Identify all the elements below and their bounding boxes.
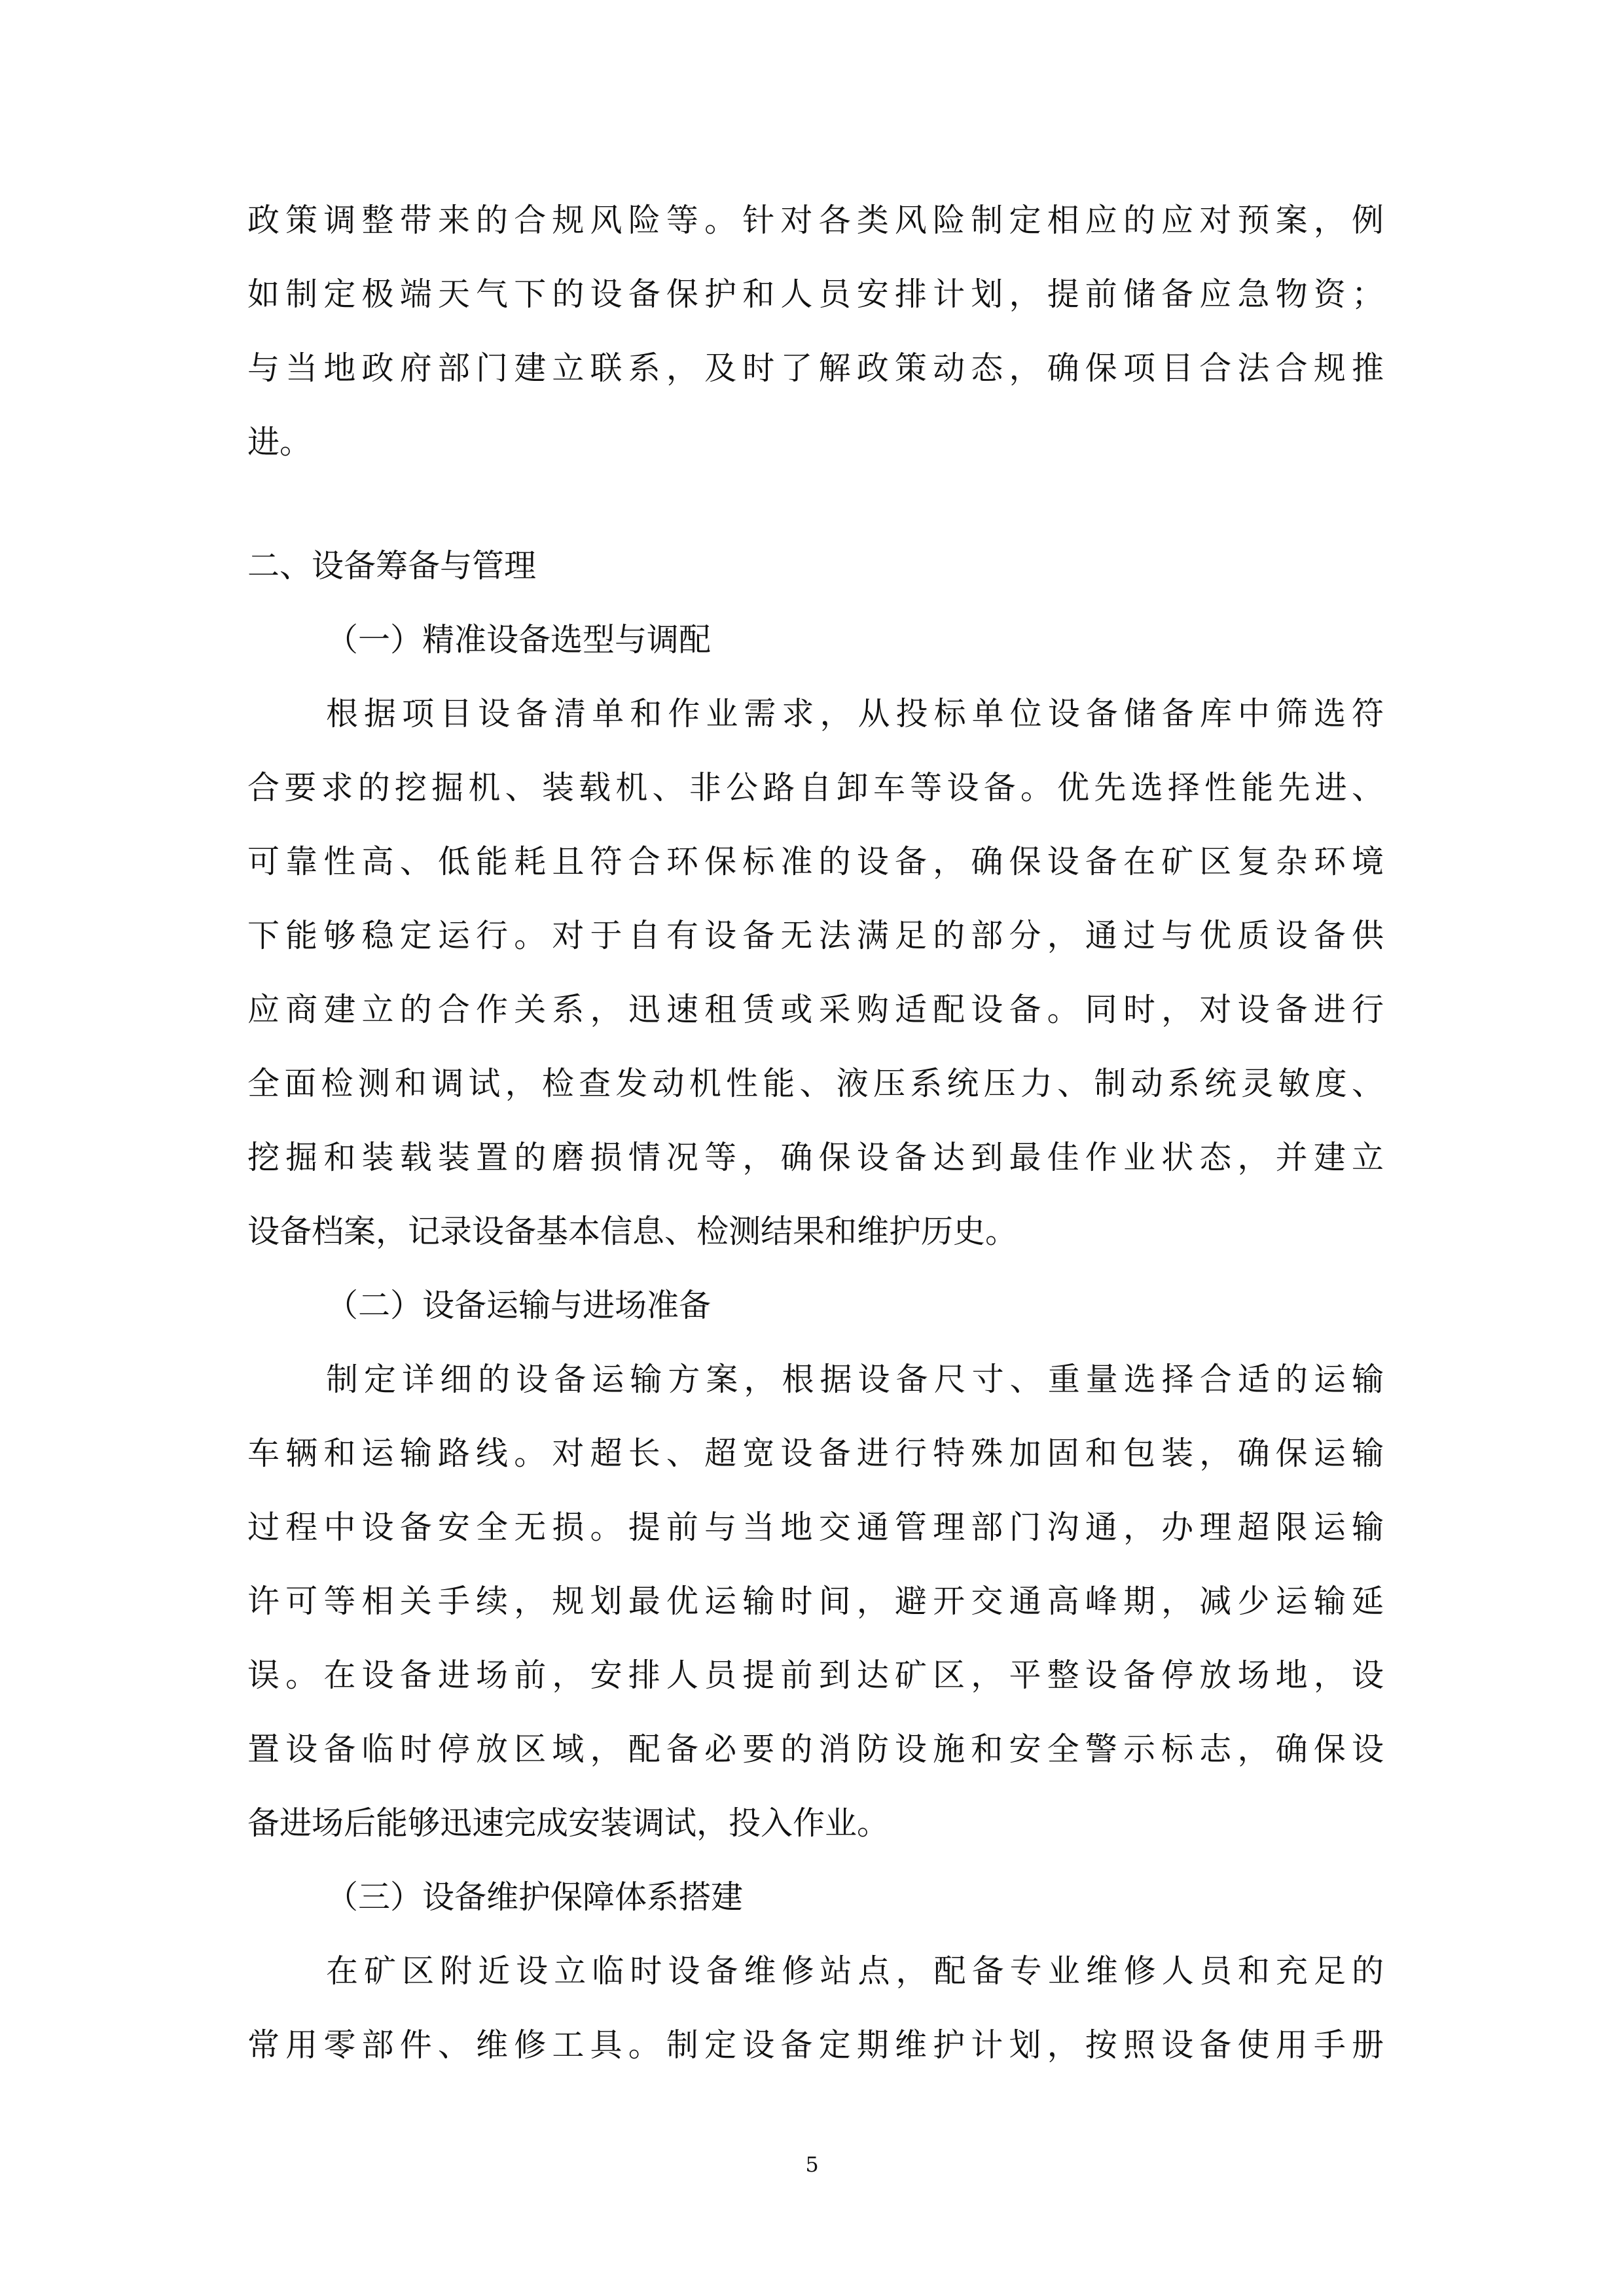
document-body: [247, 183, 1384, 2082]
paragraph-line: 应商建立的合作关系，迅速租赁或采购适配设备。同时，对设备进行: [247, 991, 1384, 1028]
paragraph: [247, 677, 1384, 1268]
paragraph-line: 与当地政府部门建立联系，及时了解政策动态，确保项目合法合规推: [247, 350, 1384, 387]
paragraph-line: 备进场后能够迅速完成安装调试，投入作业。: [247, 1804, 890, 1842]
paragraph-line: 可靠性高、低能耗且符合环保标准的设备，确保设备在矿区复杂环境: [247, 843, 1384, 880]
paragraph-line: 根据项目设备清单和作业需求，从投标单位设备储备库中筛选符: [326, 695, 1384, 732]
paragraph-line: 在矿区附近设立临时设备维修站点，配备专业维修人员和充足的: [326, 1952, 1384, 1990]
subsection-heading: （三）设备维护保障体系搭建: [326, 1878, 744, 1916]
paragraph: [247, 1342, 1384, 1860]
paragraph-line: 置设备临时停放区域，配备必要的消防设施和安全警示标志，确保设: [247, 1731, 1384, 1768]
paragraph-line: 合要求的挖掘机、装载机、非公路自卸车等设备。优先选择性能先进、: [247, 769, 1384, 806]
paragraph-line: 进。: [247, 423, 312, 461]
paragraph-line: 车辆和运输路线。对超长、超宽设备进行特殊加固和包装，确保运输: [247, 1435, 1384, 1472]
paragraph: [247, 1934, 1384, 2082]
paragraph-line: 如制定极端天气下的设备保护和人员安排计划，提前储备应急物资；: [247, 276, 1384, 313]
paragraph-line: 过程中设备安全无损。提前与当地交通管理部门沟通，办理超限运输: [247, 1509, 1384, 1546]
paragraph-line: 制定详细的设备运输方案，根据设备尺寸、重量选择合适的运输: [326, 1361, 1384, 1398]
paragraph-line: 常用零部件、维修工具。制定设备定期维护计划，按照设备使用手册: [247, 2026, 1384, 2064]
section-gap: [247, 479, 1384, 529]
subsection-heading: （二）设备运输与进场准备: [326, 1287, 712, 1324]
page-number: 5: [805, 2152, 819, 2177]
paragraph-line: 下能够稳定运行。对于自有设备无法满足的部分，通过与优质设备供: [247, 917, 1384, 954]
paragraph-line: 挖掘和装载装置的磨损情况等，确保设备达到最佳作业状态，并建立: [247, 1139, 1384, 1176]
paragraph-line: 许可等相关手续，规划最优运输时间，避开交通高峰期，减少运输延: [247, 1583, 1384, 1620]
paragraph: [247, 183, 1384, 479]
paragraph-line: 政策调整带来的合规风险等。针对各类风险制定相应的应对预案，例: [247, 202, 1384, 239]
subsection-heading: （一）精准设备选型与调配: [326, 621, 712, 658]
paragraph-line: 设备档案，记录设备基本信息、检测结果和维护历史。: [247, 1213, 1018, 1250]
paragraph-line: 误。在设备进场前，安排人员提前到达矿区，平整设备停放场地，设: [247, 1657, 1384, 1694]
section-heading: 二、设备筹备与管理: [247, 547, 537, 584]
paragraph-line: 全面检测和调试，检查发动机性能、液压系统压力、制动系统灵敏度、: [247, 1065, 1384, 1102]
